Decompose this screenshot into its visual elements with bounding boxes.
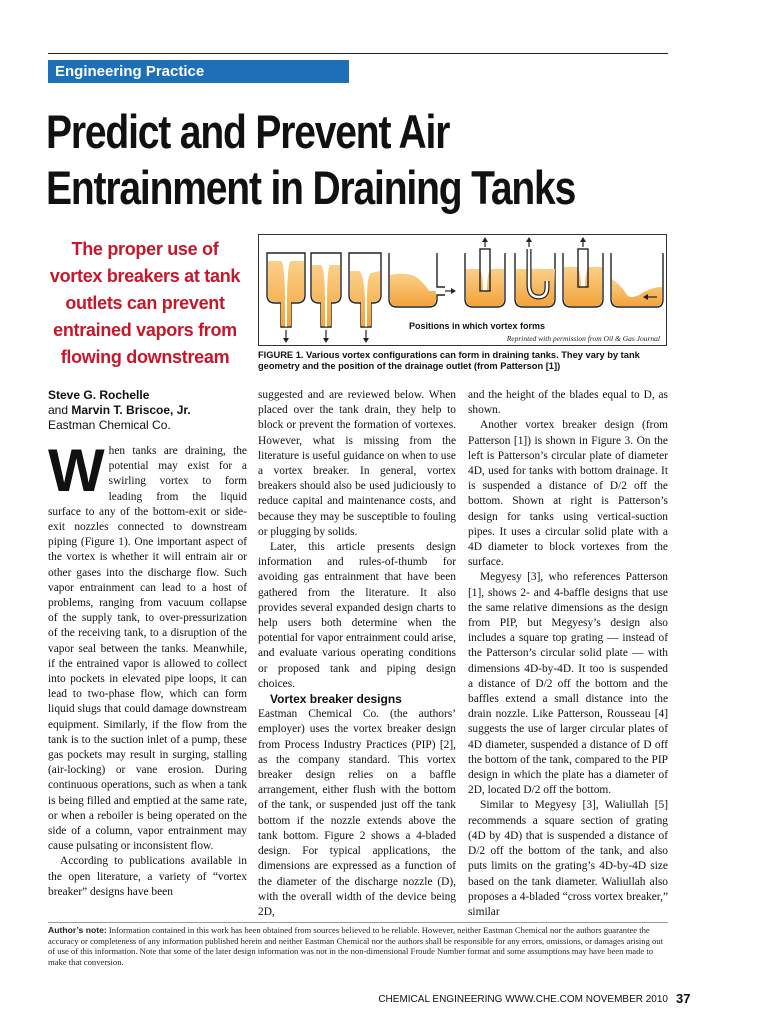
vortex-tank-8 — [611, 253, 663, 307]
vortex-tank-6 — [515, 237, 555, 307]
headline — [46, 104, 577, 216]
credit-prefix: Reprinted with permission from — [506, 334, 604, 343]
running-footer: CHEMICAL ENGINEERING WWW.CHE.COM NOVEMBER 2010 — [378, 994, 668, 1005]
paragraph: Later, this article presents design information and rules-of-thumb for avoiding gas entrainment that have been gathered from the literature. It also provides several expanded design charts to help users both determine when the potential for vapor entrainment could arise, and evaluate various operating conditions or proposed tank and piping design choices. — [258, 541, 456, 690]
paragraph: Eastman Chemical Co. (the authors’ employer) uses the vortex breaker design from Process Industry Practices (PIP) [2], as the company standard. This vortex breaker design relies on a baffle arrangement, either flush with the bottom of the tank, or suspended just off the tank bottom if the nozzle extends above the tank bottom. Figure 2 shows a 4-bladed design. For typical applications, the dimensions are expressed as a function of the diameter of the discharge nozzle (D), with the overall width of the device being 2D, — [258, 708, 456, 918]
vortex-tank-2 — [311, 253, 341, 343]
paragraph: suggested and are reviewed below. When placed over the tank drain, they help to block or prevent the formation of vortexes. However, what is missing from the literature is useful guidance on when to use a vortex breaker. In general, vortex breakers should also be used judiciously to reduce capital and maintenance costs, and because they may be susceptible to fouling or plugging by solids. — [258, 389, 456, 538]
column-2 — [258, 388, 456, 920]
figure-inline-label: Positions in which vortex forms — [409, 321, 546, 331]
drop-cap: W — [48, 437, 105, 504]
deck: The proper use of vortex breakers at tank outlets can prevent entrained vapors from flowing downstream — [49, 239, 241, 367]
paragraph: Similar to Megyesy [3], Waliullah [5] recommends a square section of grating (4D by 4D) that is suspended a distance of D/2 off the bottom of the tank, and also puts limits on the grating’s 4D-by-4D size based on the tank diameter. Waliullah also proposes a 4-bladed “cross vortex breaker,” similar — [468, 799, 668, 918]
vortex-tank-5 — [465, 237, 505, 307]
figure-credit — [507, 334, 660, 343]
vortex-tank-3 — [349, 253, 381, 343]
affiliation: Eastman Chemical Co. — [48, 418, 171, 432]
paragraph: Another vortex breaker design (from Patterson [1]) is shown in Figure 3. On the left is Patterson’s circular plate of diameter 4D, used for tanks with bottom drainage. It is suspended a distance of D/2 off the bottom. Shown at right is Patterson’s design for tanks using vertical-suction pipes. It uses a circular solid plate with a 4D diameter to block vortexes from the surface. — [468, 419, 668, 569]
vortex-tank-4 — [389, 253, 456, 307]
paragraph-text: hen tanks are draining, the potential may exist for a swirling vortex to form leading from the liquid surface to any of the bottom-exit or side-exit nozzles connected to downstream piping (Figure 1). One important aspect of the vortex is whether it will entrain air or other gases into the discharge flow. Such vapor entrainment can lead to a host of problems, ranging from vacuum collapse of the supply tank, to over-pressurization of the receiving tank, to a disruption of the vapor seal between the tanks. Meanwhile, if the entrained vapor is allowed to collect into pockets in elevated pipe loops, it can lead to two-phase flow, which can form liquid slugs that could damage downstream equipment. Similarly, if the flow from the tank is to the suction inlet of a pump, these gas pockets may result in surging, stalling (air-locking) or vane erosion. During continuous operations, such as when a tank is being filled and emptied at the same rate, or when a reboiler is being operated on the side of a column, vapor entrainment may cause pulsating or inconsistent flow. — [48, 445, 247, 853]
authors-note — [48, 922, 668, 967]
byline — [48, 388, 248, 433]
figure-caption-label: FIGURE 1. — [258, 350, 304, 360]
column-1 — [48, 437, 247, 900]
headline-line-2: Entrainment in Draining Tanks — [46, 161, 576, 214]
paragraph — [48, 437, 247, 854]
vortex-tank-7 — [563, 237, 603, 307]
page-number: 37 — [676, 991, 691, 1006]
paragraph: and the height of the blades equal to D, as shown. — [468, 389, 668, 417]
subhead-vortex-breaker-designs: Vortex breaker designs — [270, 692, 402, 707]
section-tag: Engineering Practice — [48, 60, 349, 83]
authors-note-label: Author’s note: — [48, 925, 107, 935]
figure-caption-text: Various vortex configurations can form in draining tanks. They vary by tank geometry and the position of the drainage outlet (from Patterson [1]) — [258, 350, 640, 371]
credit-source: Oil & Gas Journal — [603, 334, 660, 343]
byline-and: and — [48, 403, 72, 417]
author-2: Marvin T. Briscoe, Jr. — [71, 403, 191, 417]
paragraph: According to publications available in the open literature, a variety of “vortex breaker” designs have been — [48, 855, 247, 898]
authors-note-text: Information contained in this work has been obtained from sources believed to be reliable. However, neither Eastman Chemical nor the authors guarantee the accuracy or completeness of any information published herein and neither Eastman Chemical nor the authors shall be responsible for any errors, omissions, or damages arising out of use of this information. Note that some of the later design information was not in the non-dimensional Froude Number format and some assumptions may have been made to make that conversion. — [48, 925, 663, 967]
figure-caption — [258, 350, 670, 372]
column-3 — [468, 388, 668, 920]
top-rule — [48, 53, 668, 54]
vortex-tank-1 — [267, 253, 305, 343]
headline-line-1: Predict and Prevent Air — [46, 105, 450, 158]
figure-1 — [258, 234, 667, 346]
paragraph: Megyesy [3], who references Patterson [1], shows 2- and 4-baffle designs that use the same relative dimensions as the design from PIP, but Megyesy’s design also includes a square top grating — instead of the Patterson’s circular solid plate — with dimensions 4D-by-4D. It too is suspended a distance of D/2 off the bottom and the baffles extend a small distance into the drain nozzle. Like Patterson, Rousseau [4] suggests the use of larger circular plates of 4D diameter, suspended a distance of D off the bottom of the tank, compared to the PIP design in which the plate has a diameter of 2D, located D/2 off the bottom. — [468, 571, 668, 797]
author-1: Steve G. Rochelle — [48, 388, 150, 402]
